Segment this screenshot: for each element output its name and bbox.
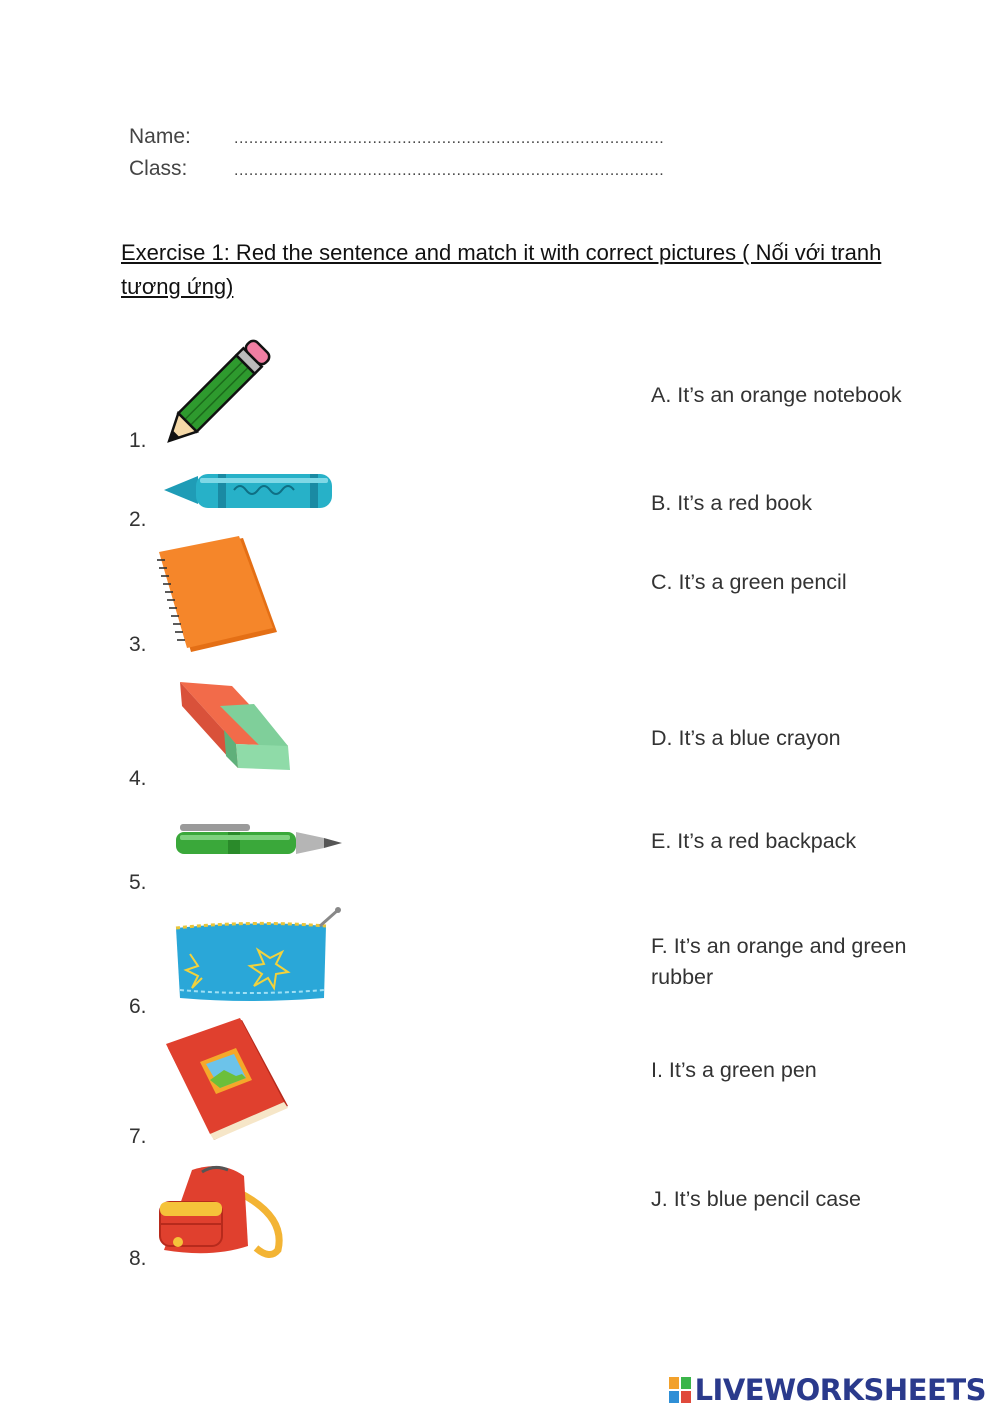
answer-e: E. It’s a red backpack (651, 829, 857, 853)
name-blank-line[interactable]: ....................................................................................... (234, 130, 665, 147)
exercise-title: Exercise 1: Red the sentence and match it with correct pictures ( Nối với tranh tương ứng) (121, 240, 882, 299)
item-number-8: 8. (129, 1247, 147, 1270)
red-backpack-icon[interactable] (152, 1162, 288, 1262)
liveworksheets-badge-icon (669, 1377, 691, 1403)
answer-j: J. It’s blue pencil case (651, 1187, 861, 1211)
class-label: Class: (129, 157, 188, 180)
logo-text: LIVEWORKSHEETS (694, 1373, 986, 1407)
blue-pencil-case-icon[interactable] (170, 906, 342, 1006)
item-number-3: 3. (129, 633, 147, 656)
item-number-5: 5. (129, 871, 147, 894)
blue-crayon-icon[interactable] (160, 468, 338, 514)
orange-green-rubber-icon[interactable] (172, 676, 296, 776)
item-number-4: 4. (129, 767, 147, 790)
answer-b: B. It’s a red book (651, 491, 812, 515)
answer-c: C. It’s a green pencil (651, 570, 847, 594)
item-number-6: 6. (129, 995, 147, 1018)
red-book-icon[interactable] (164, 1018, 294, 1142)
answer-i: I. It’s a green pen (651, 1058, 817, 1082)
orange-notebook-icon[interactable] (155, 536, 283, 656)
item-number-2: 2. (129, 508, 147, 531)
class-blank-line[interactable]: ....................................................................................... (234, 162, 665, 179)
answer-d: D. It’s a blue crayon (651, 726, 841, 750)
answer-f: F. It’s an orange and green rubber (651, 934, 907, 989)
item-number-7: 7. (129, 1125, 147, 1148)
green-pen-icon[interactable] (172, 820, 344, 864)
answer-a: A. It’s an orange notebook (651, 383, 902, 407)
name-label: Name: (129, 125, 191, 148)
liveworksheets-logo (669, 1373, 986, 1407)
green-pencil-icon[interactable] (160, 322, 290, 448)
item-number-1: 1. (129, 429, 147, 452)
